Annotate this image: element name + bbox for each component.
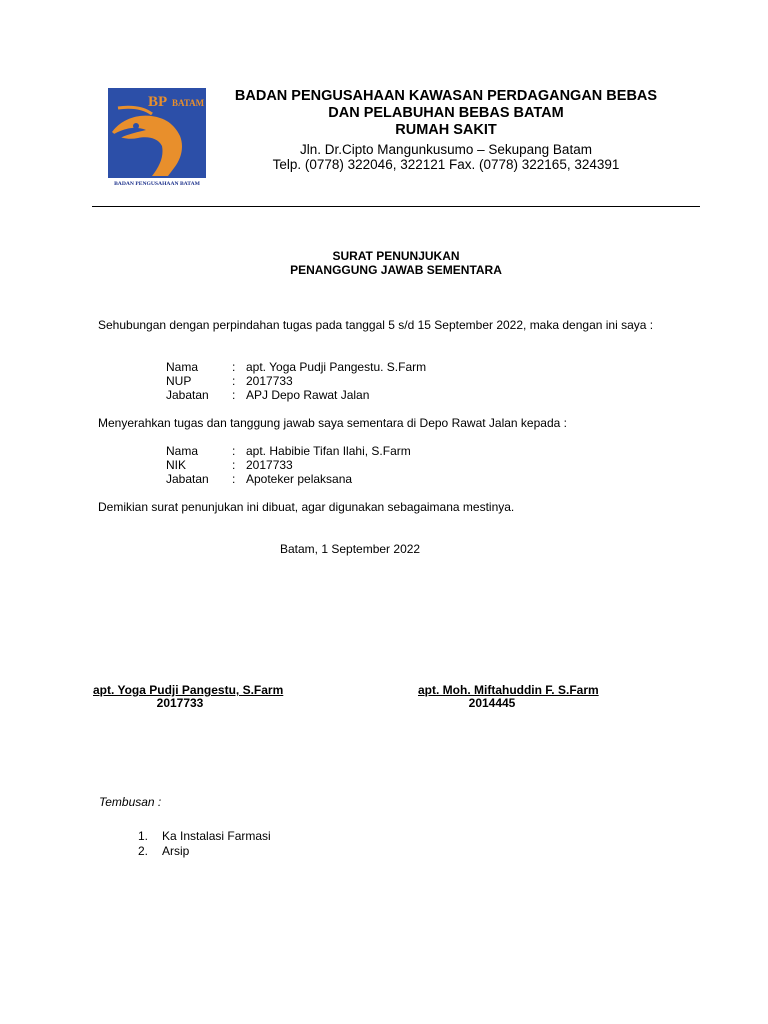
signature-2-id: 2014445 xyxy=(468,696,516,710)
receiver-nik-colon: : xyxy=(232,458,236,472)
letterhead-divider xyxy=(92,206,700,207)
place-date: Batam, 1 September 2022 xyxy=(280,542,421,556)
document-title-line2: PENANGGUNG JAWAB SEMENTARA xyxy=(290,263,502,277)
closing-paragraph: Demikian surat penunjukan ini dibuat, agar digunakan sebagaimana mestinya. xyxy=(98,500,515,514)
document-title-line1: SURAT PENUNJUKAN xyxy=(332,249,460,263)
giver-nup-value: 2017733 xyxy=(246,374,293,388)
receiver-name-label: Nama xyxy=(166,444,199,458)
receiver-nik-value: 2017733 xyxy=(246,458,293,472)
org-name-line2: DAN PELABUHAN BEBAS BATAM xyxy=(328,105,564,121)
cc-item-1-text: Ka Instalasi Farmasi xyxy=(162,829,271,843)
org-name-line3: RUMAH SAKIT xyxy=(395,122,497,138)
receiver-nik-label: NIK xyxy=(166,458,187,472)
signature-2-name: apt. Moh. Miftahuddin F. S.Farm xyxy=(418,683,599,697)
giver-position-label: Jabatan xyxy=(166,388,209,402)
intro-paragraph: Sehubungan dengan perpindahan tugas pada tanggal 5 s/d 15 September 2022, maka dengan ini saya : xyxy=(98,318,654,332)
handover-paragraph: Menyerahkan tugas dan tanggung jawab saya sementara di Depo Rawat Jalan kepada : xyxy=(98,416,567,430)
address-line1: Jln. Dr.Cipto Mangunkusumo – Sekupang Batam xyxy=(300,142,592,157)
bird-emblem-icon xyxy=(108,88,206,178)
address-line2: Telp. (0778) 322046, 322121 Fax. (0778) 322165, 324391 xyxy=(272,157,620,172)
receiver-position-value: Apoteker pelaksana xyxy=(246,472,353,486)
giver-name-colon: : xyxy=(232,360,236,374)
cc-label: Tembusan : xyxy=(99,795,162,809)
receiver-name-colon: : xyxy=(232,444,236,458)
logo-text-batam: BATAM xyxy=(172,98,205,108)
signature-1-id: 2017733 xyxy=(156,696,204,710)
giver-nup-label: NUP xyxy=(166,374,192,388)
cc-item-2-number: 2. xyxy=(138,844,149,858)
cc-item-1-number: 1. xyxy=(138,829,149,843)
logo-caption: BADAN PENGUSAHAAN BATAM xyxy=(114,181,200,187)
receiver-name-value: apt. Habibie Tifan Ilahi, S.Farm xyxy=(246,444,411,458)
receiver-position-label: Jabatan xyxy=(166,472,209,486)
giver-nup-colon: : xyxy=(232,374,236,388)
org-name-line1: BADAN PENGUSAHAAN KAWASAN PERDAGANGAN BEBAS xyxy=(234,88,658,104)
bp-batam-logo xyxy=(108,88,206,192)
giver-position-value: APJ Depo Rawat Jalan xyxy=(246,388,370,402)
giver-name-value: apt. Yoga Pudji Pangestu. S.Farm xyxy=(246,360,427,374)
giver-position-colon: : xyxy=(232,388,236,402)
cc-item-2-text: Arsip xyxy=(162,844,190,858)
logo-text-bp: BP xyxy=(148,94,168,110)
receiver-position-colon: : xyxy=(232,472,236,486)
giver-name-label: Nama xyxy=(166,360,199,374)
signature-1-name: apt. Yoga Pudji Pangestu, S.Farm xyxy=(93,683,284,697)
